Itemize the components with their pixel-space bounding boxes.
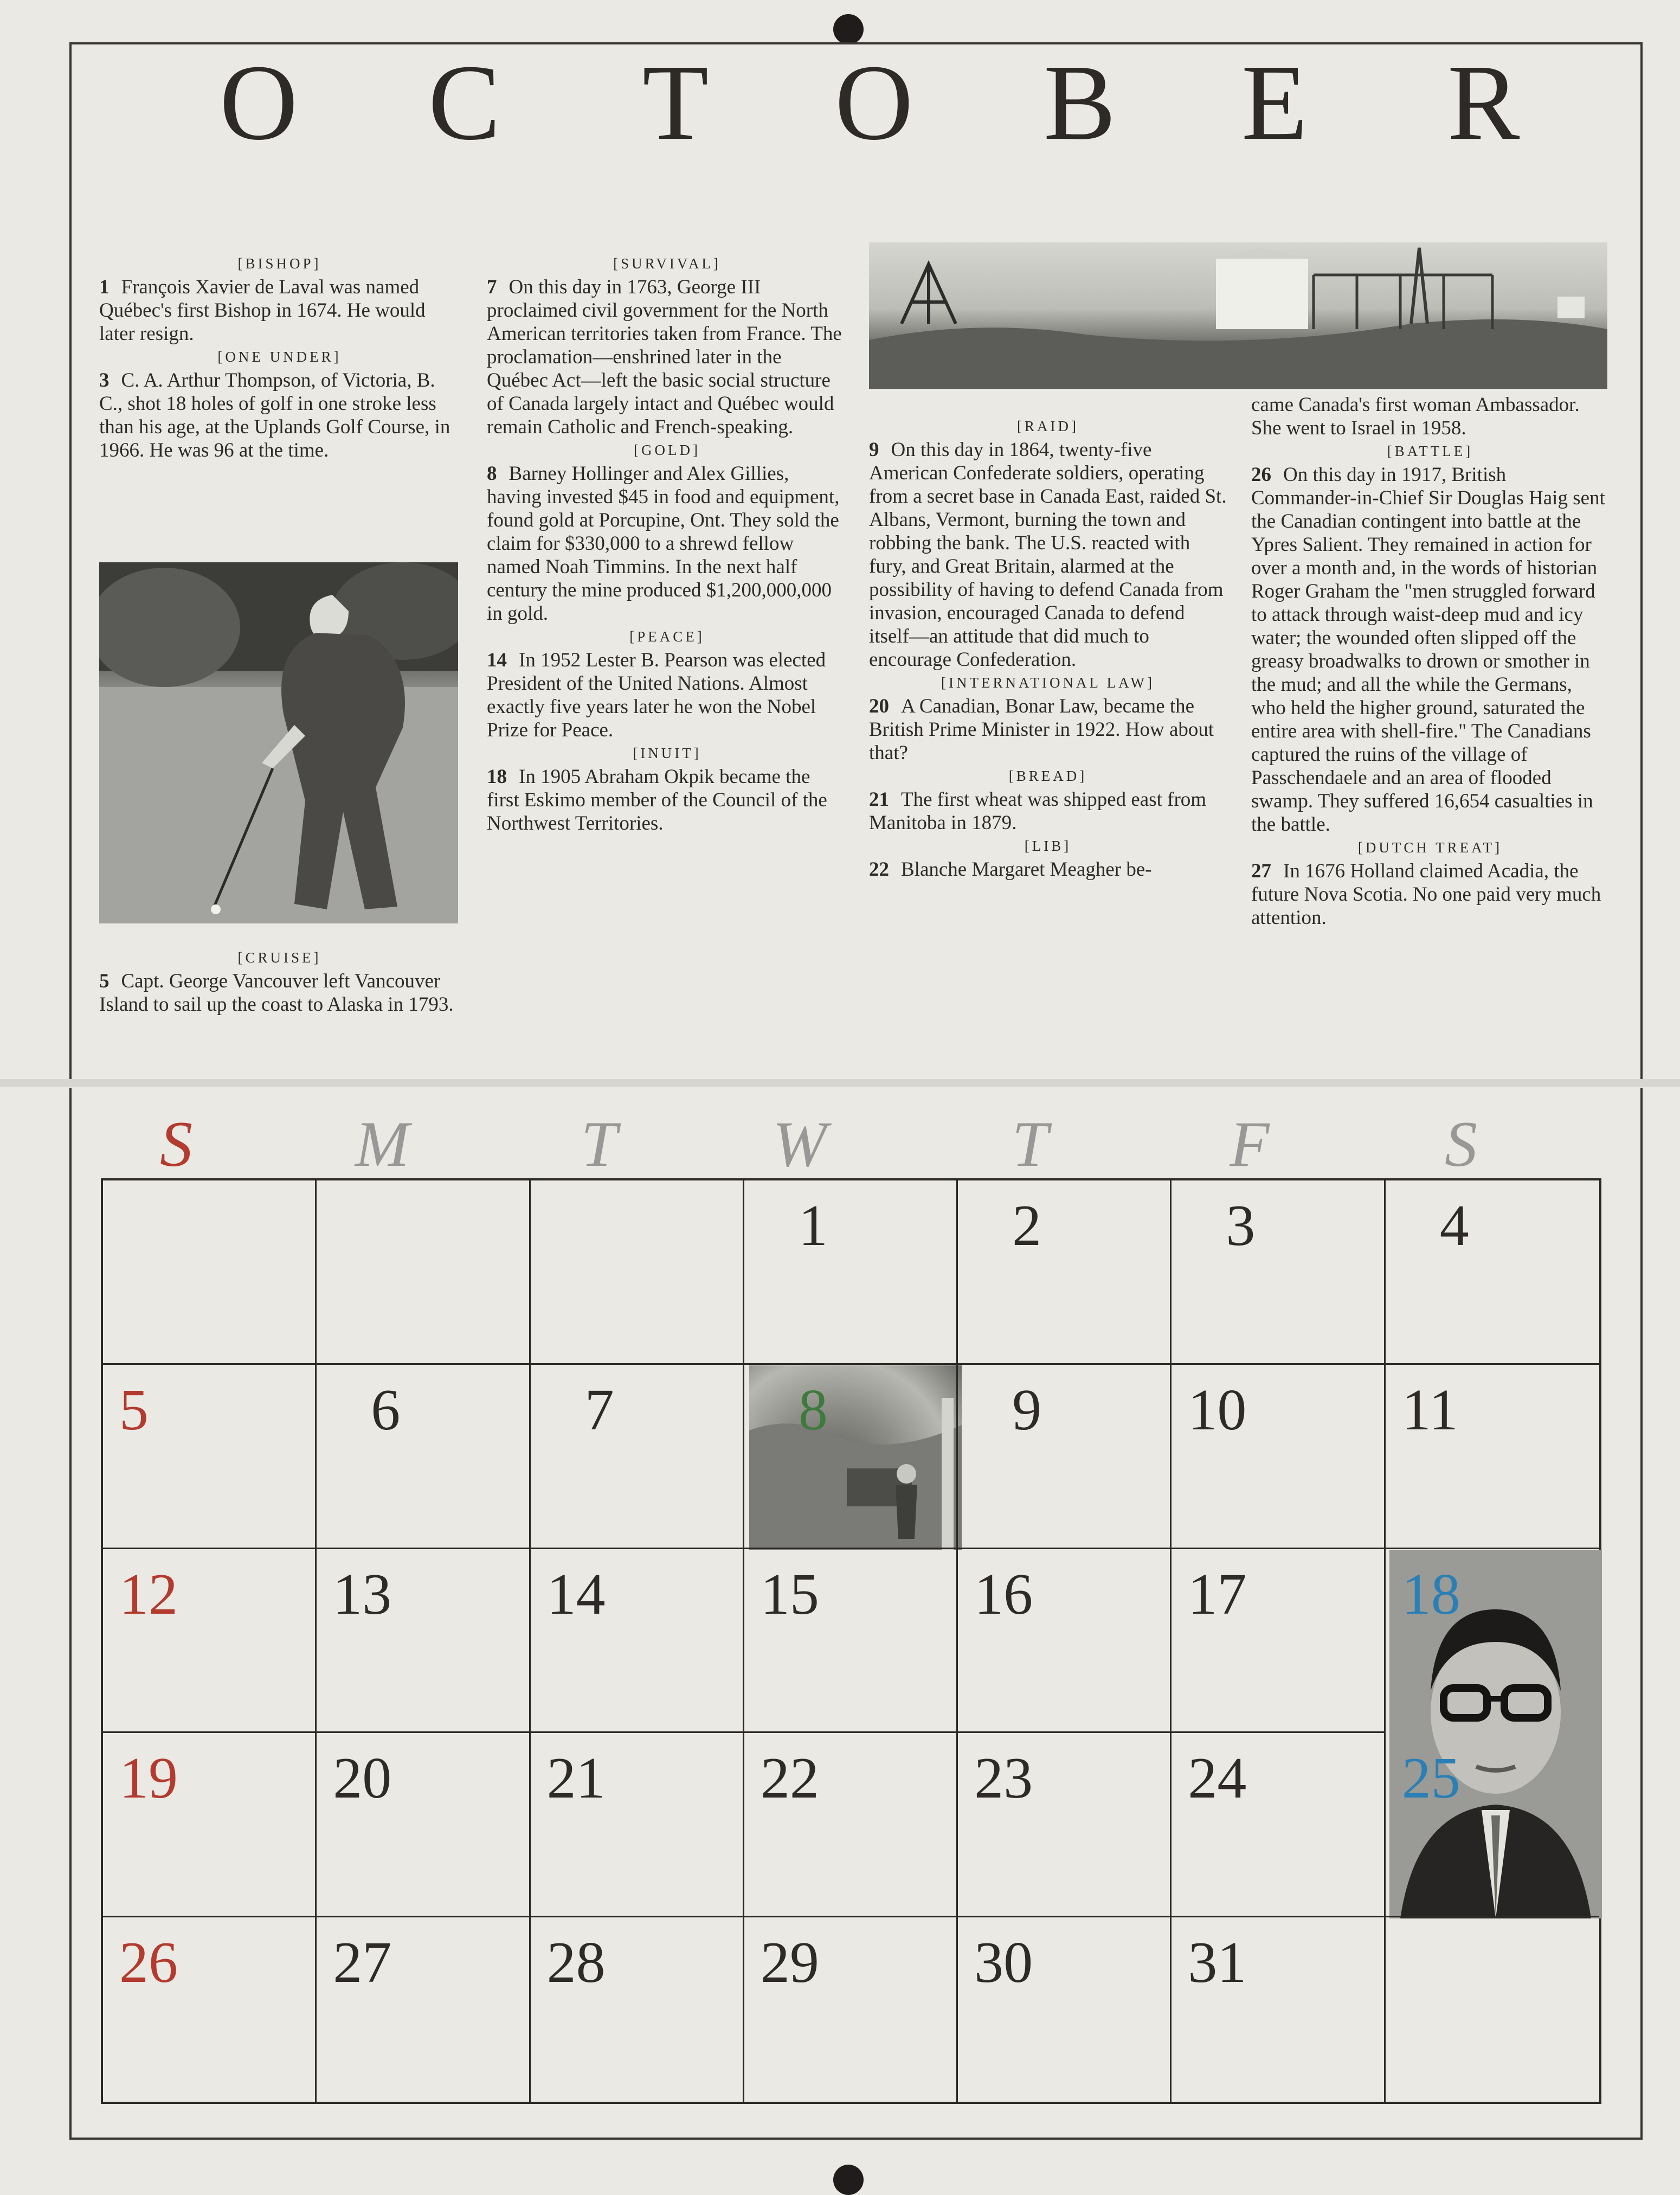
event-tag: [CRUISE] xyxy=(237,949,321,966)
weekday-monday: M xyxy=(355,1108,409,1180)
event-tag: [PEACE] xyxy=(629,628,705,645)
calendar-day-cell xyxy=(744,1365,958,1549)
event-text: François Xavier de Laval was named Québec's first Bishop in 1674. He would later resign. xyxy=(99,276,426,345)
mine-photo xyxy=(869,242,1607,389)
calendar-day-number: 19 xyxy=(119,1746,178,1811)
calendar-day-number: 30 xyxy=(974,1930,1033,1995)
calendar-day-cell xyxy=(317,1917,530,2102)
weekday-wednesday: W xyxy=(773,1108,827,1180)
event-date: 9 xyxy=(869,439,879,461)
event-entry xyxy=(869,858,1227,881)
event-date: 1 xyxy=(99,276,110,298)
month-letter: E xyxy=(1241,43,1308,163)
calendar-day-number: 18 xyxy=(1401,1562,1460,1627)
event-tag: [ONE UNDER] xyxy=(217,349,342,365)
events-column-1 xyxy=(99,252,460,462)
calendar-day-cell xyxy=(531,1365,744,1549)
event-entry xyxy=(1251,859,1609,929)
event-entry xyxy=(99,970,460,1016)
calendar-day-number: 7 xyxy=(584,1377,614,1442)
event-date: 27 xyxy=(1251,860,1271,882)
event-entry xyxy=(487,765,847,835)
calendar-day-cell xyxy=(958,1917,1172,2102)
calendar-day-number: 20 xyxy=(333,1746,392,1811)
calendar-day-cell xyxy=(1172,1549,1385,1734)
calendar-day-number: 6 xyxy=(371,1377,401,1442)
calendar-day-cell xyxy=(744,1549,958,1734)
calendar-day-cell xyxy=(1172,1180,1385,1365)
event-tag: [INTERNATIONAL LAW] xyxy=(941,675,1155,691)
weekday-tuesday: T xyxy=(581,1108,617,1180)
calendar-day-number: 3 xyxy=(1226,1193,1256,1258)
calendar-day-number: 5 xyxy=(119,1377,149,1442)
calendar-day-cell xyxy=(317,1365,530,1549)
binder-hole-bottom xyxy=(833,2165,864,2195)
event-date: 22 xyxy=(869,858,889,881)
event-entry xyxy=(99,369,460,462)
calendar-day-number: 28 xyxy=(546,1930,606,1995)
event-date: 7 xyxy=(487,276,497,298)
month-letter: T xyxy=(642,43,709,163)
calendar-day-cell xyxy=(103,1365,317,1549)
event-entry xyxy=(99,275,460,345)
event-tag: [LIB] xyxy=(1024,838,1072,854)
calendar-day-cell xyxy=(103,1180,317,1365)
calendar-day-cell xyxy=(317,1733,530,1917)
calendar-day-cell xyxy=(1386,1180,1599,1365)
event-date: 20 xyxy=(869,695,889,717)
calendar-day-number: 16 xyxy=(974,1562,1033,1627)
event-text: The first wheat was shipped east from Manitoba in 1879. xyxy=(869,788,1207,834)
golfer-photo xyxy=(99,562,458,923)
event-tag: [GOLD] xyxy=(634,442,700,458)
calendar-day-cell xyxy=(1386,1549,1599,1734)
event-date: 21 xyxy=(869,788,889,811)
events-column-4 xyxy=(1251,393,1609,929)
event-text: On this day in 1864, twenty-five American Confederate soldiers, operating from a secret base in Canada East, raided St. Albans, Vermont, burning the town and robbing the bank. The U.S. reacted with fury, and Great Britain, alarmed at the possibility of having to defend Canada from invasion, encouraged Canada to defend itself—an attitude that did much to encourage Confederation. xyxy=(869,439,1227,671)
event-tag: [DUTCH TREAT] xyxy=(1357,839,1503,856)
event-tag: [BATTLE] xyxy=(1387,443,1473,459)
event-tag: [BISHOP] xyxy=(237,255,321,272)
calendar-day-cell xyxy=(1386,1733,1599,1917)
month-letter: O xyxy=(835,43,913,163)
calendar-day-cell xyxy=(531,1180,744,1365)
event-date: 3 xyxy=(99,369,110,391)
calendar-day-cell xyxy=(1172,1365,1385,1549)
calendar-day-number: 23 xyxy=(974,1746,1033,1811)
month-letter: O xyxy=(220,43,298,163)
event-date: 5 xyxy=(99,970,110,992)
calendar-day-cell xyxy=(958,1180,1172,1365)
calendar-day-number: 17 xyxy=(1188,1562,1247,1627)
event-text: Capt. George Vancouver left Vancouver Island to sail up the coast to Alaska in 1793. xyxy=(99,970,454,1016)
events-column-1b xyxy=(99,946,460,1016)
calendar-day-number: 24 xyxy=(1188,1746,1247,1811)
event-text: C. A. Arthur Thompson, of Victoria, B. C., shot 18 holes of golf in one stroke less than his age, at the Uplands Golf Course, in 1966. He was 96 at the time. xyxy=(99,369,450,461)
event-entry xyxy=(869,788,1227,835)
month-letter: B xyxy=(1044,43,1116,163)
weekday-saturday: S xyxy=(1445,1108,1477,1180)
month-letter: C xyxy=(428,43,501,163)
calendar-day-number: 31 xyxy=(1188,1930,1247,1995)
events-column-2 xyxy=(487,252,847,835)
event-text: Blanche Margaret Meagher be- xyxy=(901,858,1152,881)
weekday-friday: F xyxy=(1230,1108,1270,1180)
calendar-day-cell xyxy=(531,1733,744,1917)
event-tag: [BREAD] xyxy=(1008,768,1087,784)
event-entry xyxy=(487,462,847,625)
calendar-day-cell xyxy=(1172,1917,1385,2102)
event-tag: [RAID] xyxy=(1017,418,1079,434)
calendar-day-number: 14 xyxy=(546,1562,606,1627)
calendar-day-number: 13 xyxy=(333,1562,392,1627)
event-date: 18 xyxy=(487,766,507,788)
calendar-day-number: 8 xyxy=(798,1377,828,1442)
calendar-day-cell xyxy=(317,1549,530,1734)
calendar-day-number: 10 xyxy=(1188,1377,1247,1442)
calendar-day-cell xyxy=(103,1917,317,2102)
event-text: In 1905 Abraham Okpik became the first Eskimo member of the Council of the Northwest Territories. xyxy=(487,766,827,835)
events-column-3 xyxy=(869,415,1227,881)
month-letter: R xyxy=(1447,43,1520,163)
calendar-day-cell xyxy=(744,1180,958,1365)
event-tag: [SURVIVAL] xyxy=(613,255,721,272)
calendar-day-number: 4 xyxy=(1439,1193,1469,1258)
event-text: came Canada's first woman Ambassador. She went to Israel in 1958. xyxy=(1251,394,1580,439)
event-entry xyxy=(869,438,1227,671)
calendar-day-cell xyxy=(103,1733,317,1917)
calendar-day-number: 11 xyxy=(1401,1377,1458,1442)
event-entry xyxy=(869,695,1227,765)
event-text: In 1952 Lester B. Pearson was elected President of the United Nations. Almost exactly five years later he won the Nobel Prize for Peace. xyxy=(487,649,826,741)
calendar-day-cell xyxy=(317,1180,530,1365)
event-tag: [INUIT] xyxy=(633,745,701,761)
event-text: A Canadian, Bonar Law, became the British Prime Minister in 1922. How about that? xyxy=(869,695,1214,764)
weekday-thursday: T xyxy=(1012,1108,1048,1180)
event-text: Barney Hollinger and Alex Gillies, having invested $45 in food and equipment, found gold at Porcupine, Ont. They sold the claim for $330,000 to a shrewd fellow named Noah Timmins. In the next half century the mine produced $1,200,000,000 in gold. xyxy=(487,463,840,625)
event-text: On this day in 1917, British Commander-in-Chief Sir Douglas Haig sent the Canadian contingent into battle at the Ypres Salient. They remained in action for over a month and, in the words of historian Roger Graham the "men struggled forward to attack through waist-deep mud and icy water; the wounded often slipped off the greasy broadwalks to drown or smother in the mud; and all the while the Germans, who held the higher ground, saturated the entire area with shell-fire." The Canadians captured the ruins of the village of Passchendaele and an area of flooded swamp. They suffered 16,654 casualties in the battle. xyxy=(1251,464,1605,836)
calendar-day-number: 21 xyxy=(546,1746,606,1811)
calendar-day-number: 15 xyxy=(760,1562,819,1627)
calendar-day-cell xyxy=(1386,1917,1599,2102)
calendar-day-number: 29 xyxy=(760,1930,819,1995)
calendar-day-cell xyxy=(958,1549,1172,1734)
event-entry xyxy=(487,275,847,439)
month-title xyxy=(70,38,1643,168)
event-date: 8 xyxy=(487,463,497,485)
calendar-day-cell xyxy=(531,1917,744,2102)
calendar-day-number: 26 xyxy=(119,1930,178,1995)
calendar-day-number: 2 xyxy=(1012,1193,1042,1258)
calendar-day-number: 1 xyxy=(798,1193,828,1258)
event-entry xyxy=(1251,393,1609,440)
event-text: On this day in 1763, George III proclaimed civil government for the North American territories taken from France. The proclamation—enshrined later in the Québec Act—left the basic social structure of Canada largely intact and Québec would remain Catholic and French-speaking. xyxy=(487,276,842,438)
calendar-day-number: 27 xyxy=(333,1930,392,1995)
event-date: 14 xyxy=(487,649,507,671)
calendar-grid xyxy=(101,1178,1601,2104)
calendar-day-cell xyxy=(744,1733,958,1917)
weekday-sunday: S xyxy=(160,1108,192,1180)
calendar-day-number: 22 xyxy=(760,1746,819,1811)
calendar-day-cell xyxy=(531,1549,744,1734)
calendar-day-cell xyxy=(744,1917,958,2102)
event-text: In 1676 Holland claimed Acadia, the future Nova Scotia. No one paid very much attention. xyxy=(1251,860,1601,929)
calendar-day-cell xyxy=(1172,1733,1385,1917)
calendar-day-cell xyxy=(958,1733,1172,1917)
calendar-day-number: 9 xyxy=(1012,1377,1042,1442)
event-date: 26 xyxy=(1251,464,1271,486)
calendar-day-cell xyxy=(103,1549,317,1734)
page-fold xyxy=(0,1079,1680,1087)
calendar-day-cell xyxy=(958,1365,1172,1549)
calendar-day-cell xyxy=(1386,1365,1599,1549)
calendar-day-number: 12 xyxy=(119,1562,178,1627)
calendar-day-number: 25 xyxy=(1401,1746,1460,1811)
event-entry xyxy=(1251,463,1609,836)
event-entry xyxy=(487,649,847,742)
